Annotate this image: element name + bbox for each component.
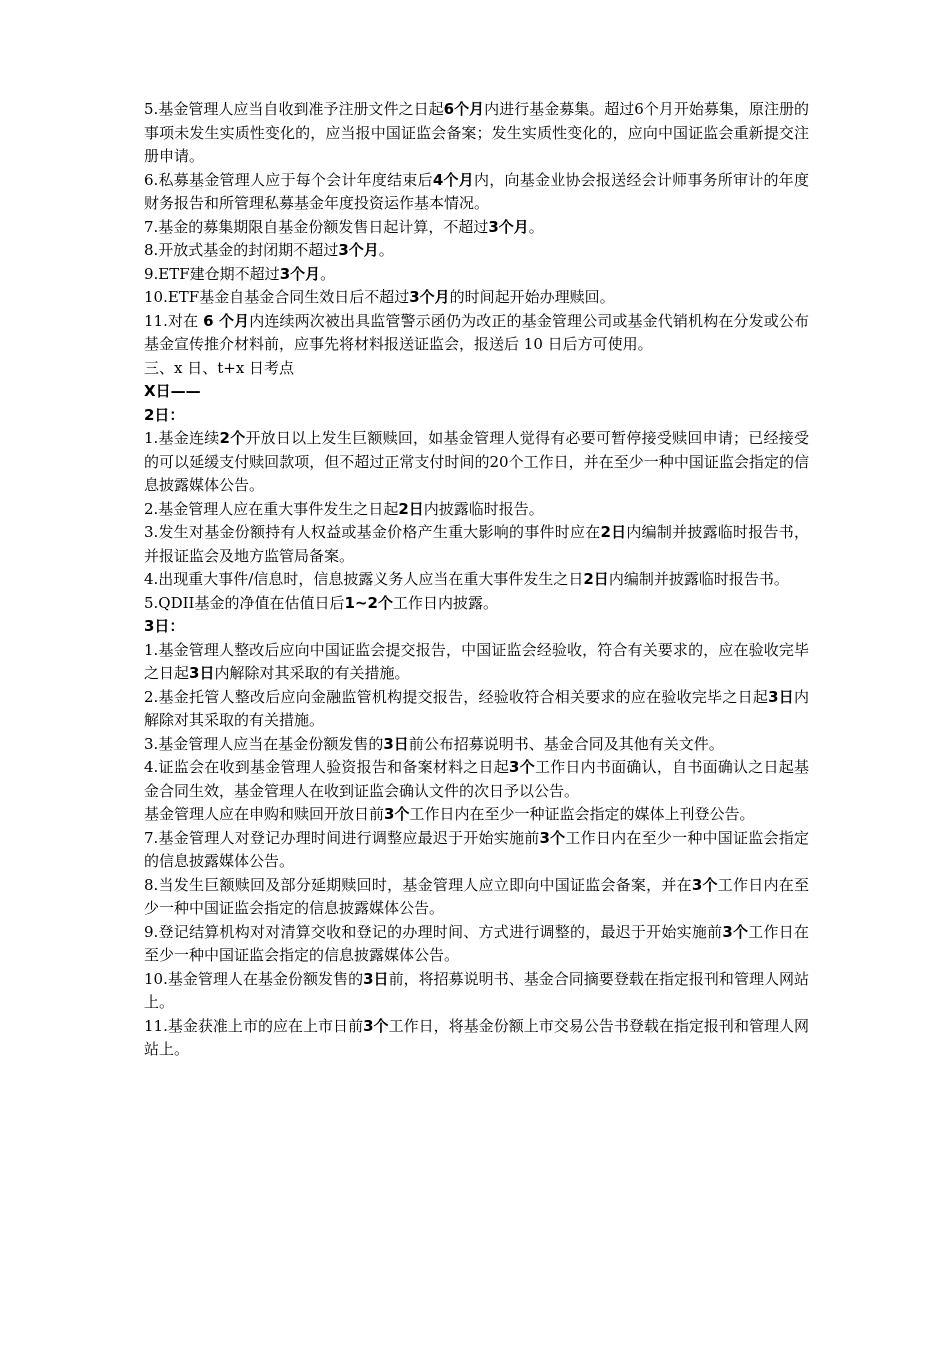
bold-term: 1~2个 <box>344 593 393 612</box>
bold-term: 3日： <box>144 617 185 635</box>
text-segment: 。 <box>378 241 394 259</box>
bold-term: 4个月 <box>432 170 474 189</box>
bold-term: 3日 <box>363 969 389 988</box>
text-segment: 3.发生对基金份额持有人权益或基金价格产生重大影响的事件时应在 <box>144 523 601 541</box>
paragraph-d3-4 <box>144 756 809 803</box>
text-segment: 9.登记结算机构对对清算交收和登记的办理时间、方式进行调整的，最迟于开始实施前 <box>144 922 723 941</box>
text-segment: 基金管理人应在申购和赎回开放日前 <box>144 805 385 823</box>
text-segment: 3.基金管理人应当在基金份额发售的 <box>144 734 384 753</box>
paragraph-p10-3m <box>144 286 809 310</box>
text-segment: 8.当发生巨额赎回及部分延期赎回时，基金管理人应立即向中国证监会备案，并在 <box>144 875 692 894</box>
text-segment: 内解除对其采取的有关措施。 <box>144 687 809 729</box>
paragraph-d3-5 <box>144 803 809 827</box>
bold-term: 3个月 <box>409 288 450 306</box>
bold-term: 6 个月 <box>203 311 250 330</box>
paragraph-p11-6m <box>144 310 809 357</box>
text-segment: 10.ETF基金自基金合同生效日后不超过 <box>144 288 410 306</box>
text-segment: 2.基金托管人整改后应向金融监管机构提交报告，经验收符合相关要求的应在验收完毕之日起 <box>144 687 769 706</box>
text-segment: 内编制并披露临时报告书。 <box>608 570 789 588</box>
bold-term: 3个 <box>539 828 566 847</box>
text-segment: 2.基金管理人应在重大事件发生之日起 <box>144 499 399 518</box>
text-segment: 9.ETF建仓期不超过 <box>144 264 280 283</box>
text-segment: 开放日以上发生巨额赎回，如基金管理人觉得有必要可暂停接受赎回申请；已经接受的可以延缓支付赎回款项，但不超过正常支付时间的20个工作日，并在至少一种中国证监会指定的信息披露媒体公告。 <box>144 429 810 494</box>
text-segment: 工作日内披露。 <box>392 593 498 612</box>
text-segment: 工作日内在至少一种中国证监会指定的信息披露媒体公告。 <box>144 828 809 870</box>
bold-term: 6个月 <box>443 100 485 118</box>
text-segment: 内解除对其采取的有关措施。 <box>214 664 410 682</box>
bold-term: 3个 <box>363 1016 389 1035</box>
text-segment: 工作日，将基金份额上市交易公告书登载在指定报刊和管理人网站上。 <box>144 1016 810 1058</box>
text-segment: 前，将招募说明书、基金合同摘要登载在指定报刊和管理人网站上。 <box>144 969 810 1011</box>
paragraph-d2-5 <box>144 592 809 616</box>
text-segment: 8.开放式基金的封闭期不超过 <box>144 241 339 259</box>
text-segment: 工作日内在至少一种中国证监会指定的信息披露媒体公告。 <box>144 875 809 917</box>
text-segment: 。 <box>528 217 544 236</box>
bold-term: 2日 <box>600 523 627 541</box>
text-segment: 内，向基金业协会报送经会计师事务所审计的年度财务报告和所管理私募基金年度投资运作基本情况。 <box>144 170 809 212</box>
bold-term: 3日 <box>189 664 215 682</box>
text-segment: 10.基金管理人在基金份额发售的 <box>144 969 364 988</box>
text-segment: 的时间起开始办理赎回。 <box>449 288 615 306</box>
bold-term: 3个 <box>509 758 535 776</box>
text-segment: 前公布招募说明书、基金合同及其他有关文件。 <box>408 734 724 753</box>
text-segment: 1.基金连续 <box>144 429 220 447</box>
bold-term: X日—— <box>144 382 201 400</box>
paragraph-d2-3 <box>144 521 809 568</box>
paragraph-p8-3m <box>144 239 809 263</box>
paragraph-d3-10 <box>144 968 809 1015</box>
text-segment: 内进行基金募集。超过6个月开始募集，原注册的事项未发生实质性变化的，应当报中国证监会备案；发生实质性变化的，应向中国证监会重新提交注册申请。 <box>144 100 809 165</box>
bold-term: 3个月 <box>338 241 379 259</box>
text-segment: 11.基金获准上市的应在上市日前 <box>144 1016 364 1035</box>
text-segment: 7.基金管理人对登记办理时间进行调整应最迟于开始实施前 <box>144 828 540 847</box>
text-segment: 11.对在 <box>144 311 204 330</box>
text-segment: 6.私募基金管理人应于每个会计年度结束后 <box>144 170 433 189</box>
text-segment: 工作日内在至少一种证监会指定的媒体上刊登公告。 <box>409 805 755 823</box>
text-segment: 。 <box>320 264 336 283</box>
paragraph-d2-2 <box>144 498 809 522</box>
text-segment: 1.基金管理人整改后应向中国证监会提交报告，中国证监会经验收，符合有关要求的，应在验收完毕之日起 <box>144 640 809 682</box>
paragraph-section-3 <box>144 357 809 381</box>
text-segment: 5.基金管理人应当自收到准予注册文件之日起 <box>144 100 444 118</box>
document-body <box>144 98 809 1062</box>
paragraph-p9-3m <box>144 263 809 287</box>
bold-term: 3个 <box>722 922 749 941</box>
text-segment: 内披露临时报告。 <box>423 499 544 518</box>
bold-term: 3个 <box>384 805 410 823</box>
paragraph-p6-4m <box>144 169 809 216</box>
bold-term: 3日 <box>383 734 409 753</box>
bold-term: 2日 <box>583 570 609 588</box>
paragraph-d3-1 <box>144 639 809 686</box>
text-segment: 内编制并披露临时报告书，并报证监会及地方监管局备案。 <box>144 523 809 565</box>
paragraph-d3-11 <box>144 1015 809 1062</box>
paragraph-d3-8 <box>144 874 809 921</box>
bold-term: 3日 <box>768 687 794 706</box>
paragraph-three-day <box>144 615 809 639</box>
paragraph-d3-3 <box>144 733 809 757</box>
paragraph-two-day <box>144 404 809 428</box>
paragraph-p7-3m <box>144 216 809 240</box>
bold-term: 3个 <box>691 875 718 894</box>
bold-term: 2日： <box>144 405 185 424</box>
text-segment: 4.出现重大事件/信息时，信息披露义务人应当在重大事件发生之日 <box>144 570 584 588</box>
bold-term: 2个 <box>219 429 246 447</box>
bold-term: 3个月 <box>488 217 529 236</box>
paragraph-d3-7 <box>144 827 809 874</box>
paragraph-p5-6m <box>144 98 809 169</box>
text-segment: 5.QDII基金的净值在估值日后 <box>144 593 345 612</box>
bold-term: 3个月 <box>279 264 321 283</box>
text-segment: 工作日在至少一种中国证监会指定的信息披露媒体公告。 <box>144 922 809 964</box>
text-segment: 内连续两次被出具监管警示函仍为改正的基金管理公司或基金代销机构在分发或公布基金宣传推介材料前，应事先将材料报送证监会，报送后 10 日后方可使用。 <box>144 311 809 353</box>
text-segment: 7.基金的募集期限自基金份额发售日起计算，不超过 <box>144 217 489 236</box>
paragraph-d3-9 <box>144 921 809 968</box>
text-segment: 工作日内书面确认，自书面确认之日起基金合同生效，基金管理人在收到证监会确认文件的次日予以公告。 <box>144 758 809 800</box>
paragraph-d3-2 <box>144 686 809 733</box>
paragraph-d2-4 <box>144 568 809 592</box>
paragraph-d2-1 <box>144 427 809 498</box>
text-segment: 4.证监会在收到基金管理人验资报告和备案材料之日起 <box>144 758 510 776</box>
paragraph-x-day <box>144 380 809 404</box>
bold-term: 2日 <box>398 499 424 518</box>
text-segment: 三、x 日、t+x 日考点 <box>144 358 295 377</box>
